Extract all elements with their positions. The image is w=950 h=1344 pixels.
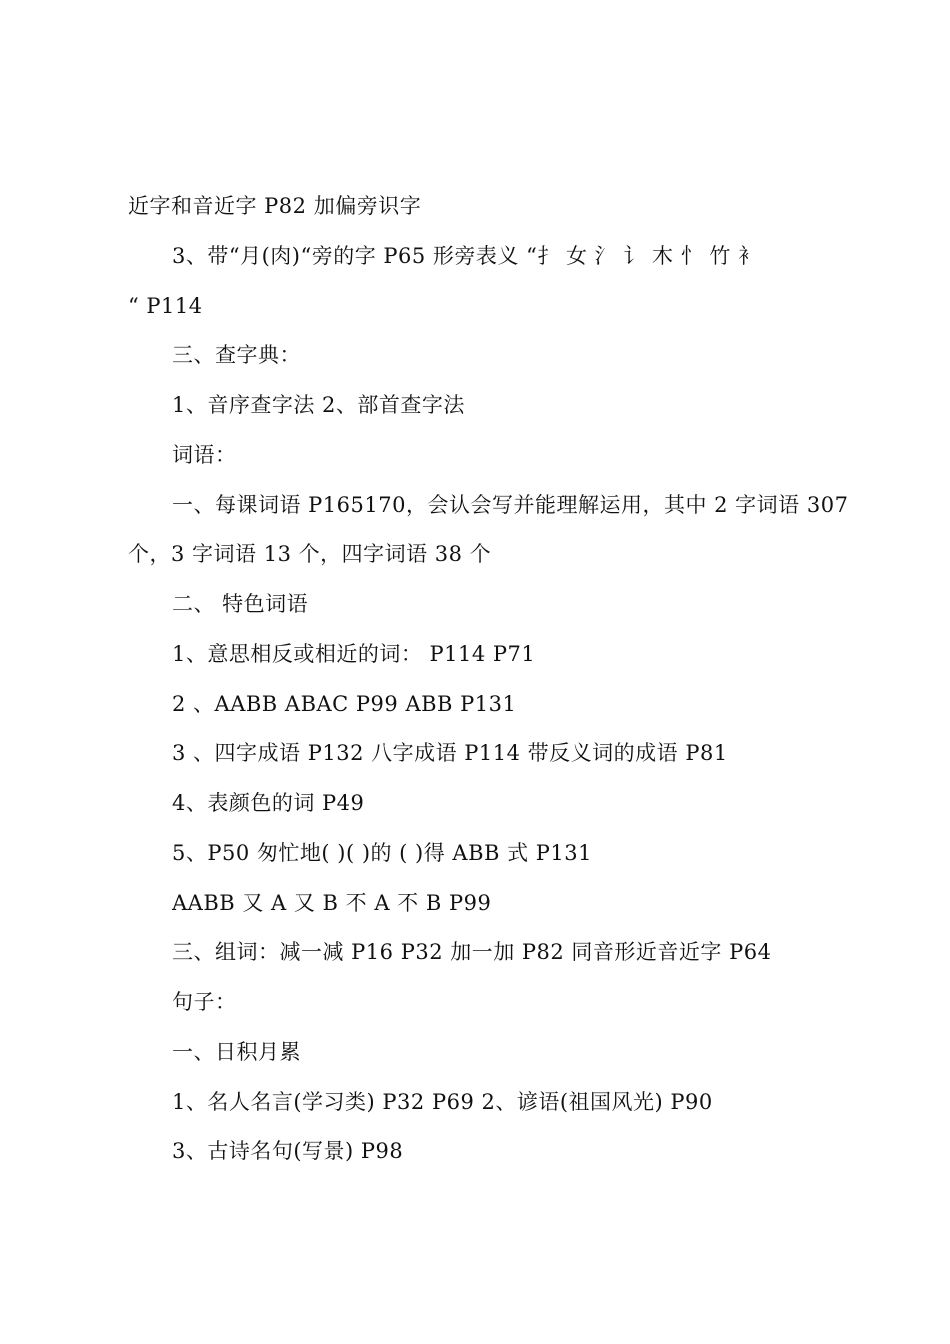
section-heading: 二、 特色词语 xyxy=(172,592,309,616)
text-line: 3、古诗名句(写景) P98 xyxy=(172,1139,404,1163)
text-line: 5、P50 匆忙地( )( )的 ( )得 ABB 式 P131 xyxy=(172,841,593,865)
text-line: 1、名人名言(学习类) P32 P69 2、谚语(祖国风光) P90 xyxy=(172,1090,713,1114)
section-heading: 句子： xyxy=(172,990,237,1014)
text-line: 3、带“月(肉)“旁的字 P65 形旁表义 “扌 女 氵 讠 木 忄 竹 衤 xyxy=(172,244,760,268)
text-line: “ P114 xyxy=(128,294,203,318)
text-line: 2 、AABB ABAC P99 ABB P131 xyxy=(172,692,517,716)
text-line: 1、音序查字法 2、部首查字法 xyxy=(172,393,465,417)
text-line: AABB 又 A 又 B 不 A 不 B P99 xyxy=(172,891,492,915)
section-heading: 词语： xyxy=(172,443,237,467)
text-line: 个，3 字词语 13 个，四字词语 38 个 xyxy=(128,542,492,566)
section-heading: 一、日积月累 xyxy=(172,1040,301,1064)
text-line: 4、表颜色的词 P49 xyxy=(172,791,365,815)
text-line: 1、意思相反或相近的词： P114 P71 xyxy=(172,642,536,666)
section-heading: 三、查字典： xyxy=(172,343,301,367)
text-line: 一、每课词语 P165170，会认会写并能理解运用，其中 2 字词语 307 xyxy=(172,493,849,517)
text-line: 3 、四字成语 P132 八字成语 P114 带反义词的成语 P81 xyxy=(172,741,728,765)
text-line: 近字和音近字 P82 加偏旁识字 xyxy=(128,194,422,218)
text-line: 三、组词：减一减 P16 P32 加一加 P82 同音形近音近字 P64 xyxy=(172,940,772,964)
